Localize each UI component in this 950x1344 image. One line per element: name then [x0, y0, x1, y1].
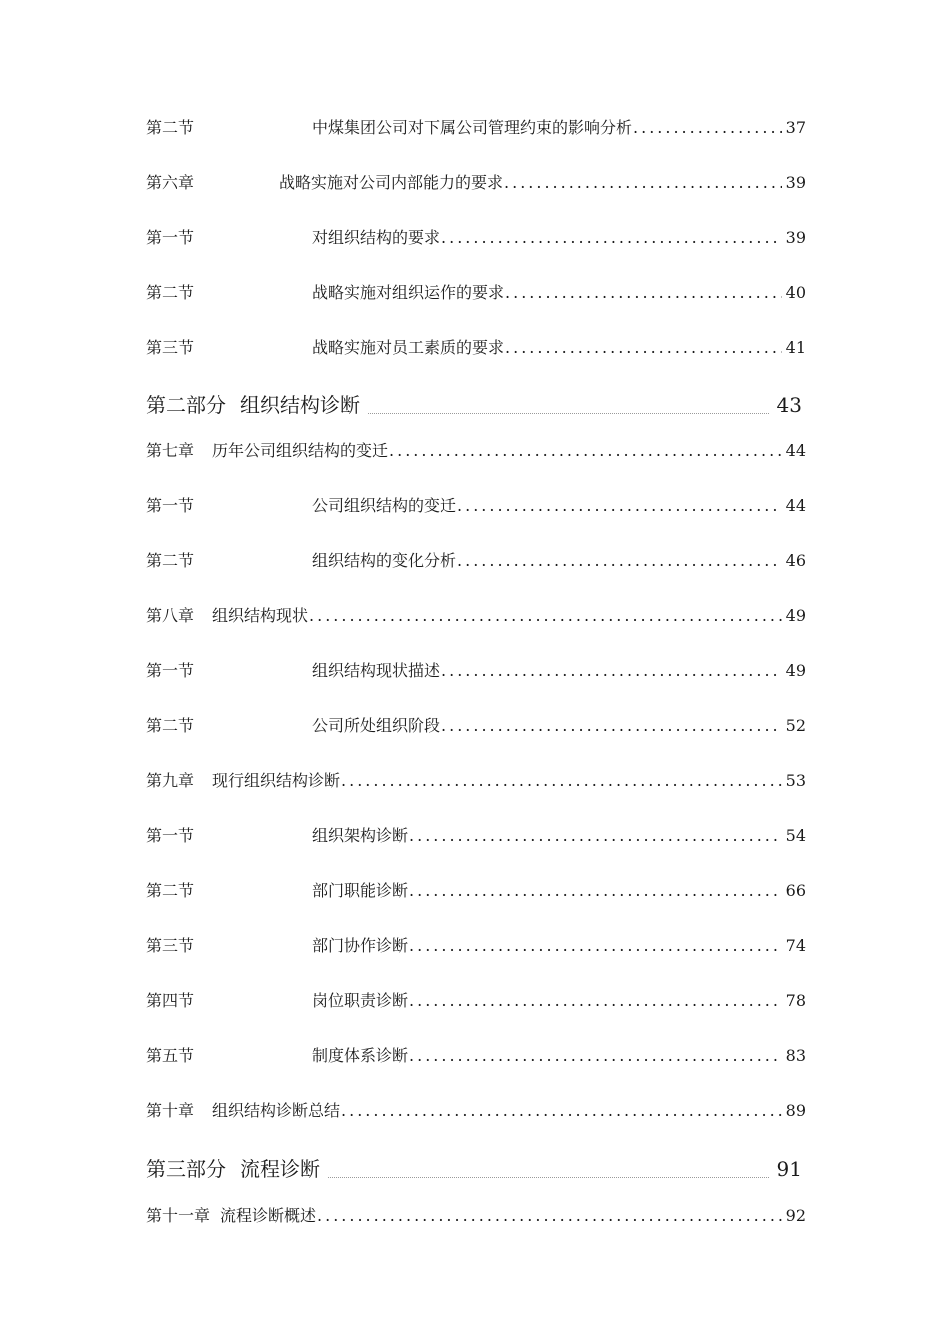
toc-entry-section[interactable] [146, 496, 806, 516]
toc-entry-chapter[interactable] [146, 441, 806, 461]
toc-page-number: 66 [785, 881, 806, 900]
toc-chapter-number: 第八章 [146, 606, 195, 625]
toc-dot-leader [409, 991, 782, 1011]
toc-section-number: 第三节 [146, 338, 195, 357]
toc-section-number: 第二节 [146, 551, 195, 570]
toc-chapter-number: 第十一章 [146, 1206, 211, 1225]
toc-page-number: 78 [785, 991, 806, 1010]
toc-page-number: 40 [785, 283, 806, 302]
toc-entry-title: 组织结构诊断总结 [212, 1101, 341, 1120]
toc-dot-leader [504, 173, 782, 193]
toc-entry-chapter[interactable] [146, 1101, 806, 1121]
toc-page-number: 83 [785, 1046, 806, 1065]
toc-dot-leader [633, 118, 782, 138]
toc-section-number: 第一节 [146, 496, 195, 515]
toc-entry-section[interactable] [146, 551, 806, 571]
toc-page-number: 53 [785, 771, 806, 790]
toc-section-number: 第五节 [146, 1046, 195, 1065]
toc-section-number: 第三节 [146, 936, 195, 955]
toc-page-number: 39 [785, 173, 806, 192]
toc-chapter-number: 第六章 [146, 173, 195, 192]
toc-entry-part[interactable] [146, 1156, 806, 1182]
toc-chapter-number: 第十章 [146, 1101, 195, 1120]
toc-dot-leader [457, 496, 782, 516]
toc-entry-part[interactable] [146, 392, 806, 418]
toc-page-number: 44 [785, 496, 806, 515]
toc-entry-title: 制度体系诊断 [312, 1046, 409, 1065]
toc-entry-chapter[interactable] [146, 771, 806, 791]
toc-entry-section[interactable] [146, 716, 806, 736]
toc-entry-section[interactable] [146, 1046, 806, 1066]
toc-entry-section[interactable] [146, 283, 806, 303]
toc-dot-leader [441, 661, 782, 681]
toc-dot-leader [409, 826, 782, 846]
toc-section-number: 第一节 [146, 661, 195, 680]
toc-page-number: 91 [776, 1157, 802, 1181]
toc-dot-leader [441, 716, 782, 736]
toc-entry-title: 组织结构现状描述 [312, 661, 441, 680]
toc-entry-title: 组织结构的变化分析 [312, 551, 457, 570]
toc-entry-chapter[interactable] [146, 1206, 806, 1226]
toc-dot-leader [341, 1101, 782, 1121]
toc-entry-title: 公司组织结构的变迁 [312, 496, 457, 515]
toc-entry-title: 对组织结构的要求 [312, 228, 441, 247]
toc-page-number: 89 [785, 1101, 806, 1120]
toc-entry-chapter[interactable] [146, 173, 806, 193]
toc-entry-title: 流程诊断 [240, 1157, 320, 1181]
toc-entry-title: 历年公司组织结构的变迁 [212, 441, 389, 460]
toc-dot-leader [409, 936, 782, 956]
toc-entry-title: 战略实施对公司内部能力的要求 [279, 173, 504, 192]
toc-dotted-leader-line [328, 1176, 769, 1178]
toc-entry-title: 部门协作诊断 [312, 936, 409, 955]
toc-dot-leader [457, 551, 782, 571]
toc-entry-title: 中煤集团公司对下属公司管理约束的影响分析 [312, 118, 633, 137]
toc-page-number: 49 [785, 661, 806, 680]
toc-page-number: 41 [785, 338, 806, 357]
toc-section-number: 第二节 [146, 881, 195, 900]
toc-entry-title: 组织结构诊断 [240, 393, 360, 417]
toc-dot-leader [505, 283, 782, 303]
toc-section-number: 第四节 [146, 991, 195, 1010]
toc-entry-section[interactable] [146, 936, 806, 956]
toc-entry-title: 组织结构现状 [212, 606, 309, 625]
toc-dot-leader [409, 881, 782, 901]
toc-page-number: 46 [785, 551, 806, 570]
toc-entry-title: 岗位职责诊断 [312, 991, 409, 1010]
toc-entry-title: 现行组织结构诊断 [212, 771, 341, 790]
toc-chapter-number: 第九章 [146, 771, 195, 790]
toc-dot-leader [441, 228, 782, 248]
toc-page-number: 49 [785, 606, 806, 625]
toc-entry-title: 战略实施对员工素质的要求 [312, 338, 505, 357]
toc-entry-title: 组织架构诊断 [312, 826, 409, 845]
toc-entry-section[interactable] [146, 338, 806, 358]
toc-page-number: 92 [785, 1206, 806, 1225]
toc-entry-section[interactable] [146, 826, 806, 846]
toc-entry-section[interactable] [146, 881, 806, 901]
toc-section-number: 第二节 [146, 716, 195, 735]
toc-page-number: 39 [785, 228, 806, 247]
toc-page-number: 52 [785, 716, 806, 735]
toc-page-number: 43 [776, 393, 802, 417]
toc-page-number: 54 [785, 826, 806, 845]
toc-part-number: 第二部分 [146, 393, 226, 417]
toc-dot-leader [505, 338, 782, 358]
toc-dot-leader [389, 441, 782, 461]
toc-dot-leader [317, 1206, 782, 1226]
toc-dotted-leader-line [368, 412, 769, 414]
toc-page-number: 37 [785, 118, 806, 137]
toc-section-number: 第一节 [146, 228, 195, 247]
toc-entry-title: 战略实施对组织运作的要求 [312, 283, 505, 302]
toc-dot-leader [409, 1046, 782, 1066]
toc-entry-title: 部门职能诊断 [312, 881, 409, 900]
toc-entry-chapter[interactable] [146, 606, 806, 626]
toc-page-number: 44 [785, 441, 806, 460]
toc-dot-leader [309, 606, 782, 626]
toc-page-number: 74 [785, 936, 806, 955]
toc-entry-section[interactable] [146, 118, 806, 138]
toc-section-number: 第一节 [146, 826, 195, 845]
toc-entry-section[interactable] [146, 661, 806, 681]
toc-chapter-number: 第七章 [146, 441, 195, 460]
toc-entry-title: 流程诊断概述 [220, 1206, 317, 1225]
toc-dot-leader [341, 771, 782, 791]
toc-entry-section[interactable] [146, 991, 806, 1011]
toc-entry-title: 公司所处组织阶段 [312, 716, 441, 735]
toc-entry-section[interactable] [146, 228, 806, 248]
toc-section-number: 第二节 [146, 118, 195, 137]
toc-section-number: 第二节 [146, 283, 195, 302]
toc-part-number: 第三部分 [146, 1157, 226, 1181]
